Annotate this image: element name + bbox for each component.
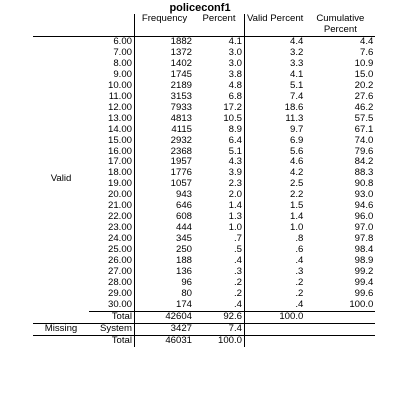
row-cumulative-percent: 99.2 (354, 266, 374, 278)
row-percent: .4 (233, 255, 242, 267)
table-row (33, 37, 375, 48)
row-valid-percent: .6 (245, 245, 306, 256)
row-percent: .2 (233, 276, 242, 288)
row-percent: 3.0 (228, 46, 242, 58)
row-valid-percent: 18.6 (245, 103, 306, 114)
row-category: 8.00 (113, 57, 132, 69)
row-percent: .5 (233, 244, 242, 256)
row-category: 27.00 (107, 266, 132, 278)
row-category: 26.00 (107, 255, 132, 267)
row-category: 19.00 (107, 178, 132, 190)
row-frequency: 943 (135, 190, 195, 201)
row-category: 17.00 (107, 156, 132, 168)
row-frequency: 250 (135, 245, 195, 256)
header-percent: Percent (194, 14, 245, 37)
row-valid-percent: 1.5 (245, 201, 306, 212)
group-label-empty (33, 335, 89, 346)
row-frequency: 2368 (135, 147, 195, 158)
row-category: Total (89, 311, 135, 323)
row-frequency: 2189 (135, 81, 195, 92)
row-category: 10.00 (107, 79, 132, 91)
row-category: 7.00 (113, 46, 132, 58)
row-valid-percent: 100.0 (245, 311, 306, 323)
row-valid-percent: 7.4 (245, 92, 306, 103)
row-percent: .3 (233, 266, 242, 278)
header-cumulative-line2: Percent (323, 23, 357, 35)
header-valid-percent: Valid Percent (245, 14, 306, 37)
row-frequency: 80 (135, 289, 195, 300)
row-percent: 1.3 (228, 211, 242, 223)
row-cumulative-percent (305, 335, 375, 346)
row-cumulative-percent: 57.5 (354, 112, 374, 124)
row-percent: .2 (233, 287, 242, 299)
row-valid-percent: 4.4 (245, 37, 306, 48)
row-valid-percent: .2 (245, 278, 306, 289)
row-frequency: 4813 (135, 114, 195, 125)
row-cumulative-percent: 96.0 (354, 211, 374, 223)
row-percent: .4 (233, 298, 242, 310)
row-valid-percent: 2.5 (245, 179, 306, 190)
row-cumulative-percent: 100.0 (349, 298, 374, 310)
row-valid-percent: 3.3 (245, 59, 306, 70)
table-title: policeconf1 (169, 2, 231, 14)
row-category: System (89, 323, 135, 335)
row-cumulative-percent: 46.2 (354, 101, 374, 113)
row-percent: 2.3 (228, 178, 242, 190)
header-row (33, 14, 375, 37)
row-valid-percent: 4.2 (245, 168, 306, 179)
row-category: 20.00 (107, 189, 132, 201)
row-valid-percent: .8 (245, 234, 306, 245)
row-category: 9.00 (113, 68, 132, 80)
row-frequency: 444 (135, 223, 195, 234)
row-valid-percent: 9.7 (245, 125, 306, 136)
row-valid-percent: 11.3 (245, 114, 306, 125)
row-frequency: 7933 (135, 103, 195, 114)
row-cumulative-percent: 98.9 (354, 255, 374, 267)
row-category: 6.00 (113, 36, 132, 47)
row-cumulative-percent: 99.6 (354, 287, 374, 299)
row-frequency: 174 (135, 300, 195, 311)
row-cumulative-percent (305, 311, 375, 323)
row-percent: 1.4 (228, 200, 242, 212)
row-valid-percent: .2 (245, 289, 306, 300)
row-percent: 3.9 (228, 167, 242, 179)
row-valid-percent: 1.4 (245, 212, 306, 223)
row-cumulative-percent: 94.6 (354, 200, 374, 212)
row-category: 22.00 (107, 211, 132, 223)
row-frequency: 188 (135, 256, 195, 267)
frequency-table (33, 14, 375, 347)
row-frequency: 646 (135, 201, 195, 212)
row-valid-percent: 4.6 (245, 157, 306, 168)
row-frequency: 3153 (135, 92, 195, 103)
row-cumulative-percent: 79.6 (354, 145, 374, 157)
row-frequency: 608 (135, 212, 195, 223)
header-cumulative-percent (305, 14, 375, 37)
row-frequency: 4115 (135, 125, 195, 136)
row-category: 15.00 (107, 134, 132, 146)
row-cumulative-percent: 90.8 (354, 178, 374, 190)
row-category: 14.00 (107, 123, 132, 135)
row-frequency: 1372 (135, 48, 195, 59)
header-cumulative-line1: Cumulative (316, 13, 365, 24)
row-valid-percent: .4 (245, 256, 306, 267)
row-valid-percent: 1.0 (245, 223, 306, 234)
row-frequency: 1957 (135, 157, 195, 168)
row-cumulative-percent: 20.2 (354, 79, 374, 91)
row-valid-percent (245, 323, 306, 335)
row-category: 18.00 (107, 167, 132, 179)
row-valid-percent: 2.2 (245, 190, 306, 201)
row-percent: 6.8 (228, 90, 242, 102)
row-percent: 4.3 (228, 156, 242, 168)
row-valid-percent: 3.2 (245, 48, 306, 59)
row-category: 25.00 (107, 244, 132, 256)
row-frequency: 1057 (135, 179, 195, 190)
row-frequency: 345 (135, 234, 195, 245)
row-valid-percent: .4 (245, 300, 306, 311)
row-percent: 3.8 (228, 68, 242, 80)
row-cumulative-percent: 98.4 (354, 244, 374, 256)
row-frequency: 42604 (135, 311, 195, 323)
row-category: Total (89, 335, 135, 346)
row-frequency: 136 (135, 267, 195, 278)
row-cumulative-percent: 7.6 (360, 46, 374, 58)
missing-section (33, 323, 375, 346)
row-percent: 1.0 (228, 222, 242, 234)
row-percent: 17.2 (223, 101, 242, 113)
row-percent: 6.4 (228, 134, 242, 146)
row-cumulative-percent: 84.2 (354, 156, 374, 168)
row-frequency: 1882 (135, 37, 195, 48)
row-cumulative-percent: 15.0 (354, 68, 374, 80)
row-frequency: 1776 (135, 168, 195, 179)
header-empty-category (89, 14, 135, 37)
row-frequency: 3427 (135, 323, 195, 335)
row-percent: 8.9 (228, 123, 242, 135)
row-valid-percent: 4.1 (245, 70, 306, 81)
group-label-valid: Valid (50, 173, 72, 185)
row-frequency: 1402 (135, 59, 195, 70)
row-percent: 3.0 (228, 57, 242, 69)
row-valid-percent (245, 335, 306, 346)
row-cumulative-percent: 67.1 (354, 123, 374, 135)
valid-section (33, 37, 375, 324)
missing-row (33, 323, 375, 335)
row-valid-percent: 5.6 (245, 147, 306, 158)
row-percent: 4.8 (228, 79, 242, 91)
row-cumulative-percent: 97.0 (354, 222, 374, 234)
row-category: 21.00 (107, 200, 132, 212)
total-row (33, 335, 375, 346)
row-valid-percent: 6.9 (245, 136, 306, 147)
row-percent: .7 (233, 233, 242, 245)
row-percent: 5.1 (228, 145, 242, 157)
row-cumulative-percent: 74.0 (354, 134, 374, 146)
row-category: 11.00 (108, 90, 132, 102)
row-frequency: 2932 (135, 136, 195, 147)
row-frequency: 1745 (135, 70, 195, 81)
row-percent: 10.5 (223, 112, 242, 124)
row-category: 23.00 (107, 222, 132, 234)
row-valid-percent: .3 (245, 267, 306, 278)
row-category: 24.00 (107, 233, 132, 245)
row-cumulative-percent: 27.6 (354, 90, 374, 102)
row-category: 13.00 (107, 112, 132, 124)
row-cumulative-percent: 88.3 (354, 167, 374, 179)
row-cumulative-percent: 10.9 (354, 57, 374, 69)
header-frequency: Frequency (135, 14, 195, 37)
row-frequency: 46031 (135, 335, 195, 346)
row-valid-percent: 5.1 (245, 81, 306, 92)
row-category: 12.00 (107, 101, 132, 113)
row-category: 28.00 (107, 276, 132, 288)
row-cumulative-percent: 93.0 (354, 189, 374, 201)
row-percent: 4.1 (228, 36, 242, 47)
row-percent: 100.0 (194, 335, 245, 346)
row-cumulative-percent: 4.4 (360, 36, 374, 47)
row-cumulative-percent: 97.8 (354, 233, 374, 245)
row-category: 30.00 (107, 298, 132, 310)
row-category: 16.00 (107, 145, 132, 157)
header-empty-group (33, 14, 89, 37)
row-percent: 92.6 (194, 311, 245, 323)
row-cumulative-percent: 99.4 (354, 276, 374, 288)
group-label-missing: Missing (33, 323, 89, 335)
row-category: 29.00 (107, 287, 132, 299)
row-frequency: 96 (135, 278, 195, 289)
row-cumulative-percent (305, 323, 375, 335)
row-percent: 7.4 (194, 323, 245, 335)
row-percent: 2.0 (228, 189, 242, 201)
